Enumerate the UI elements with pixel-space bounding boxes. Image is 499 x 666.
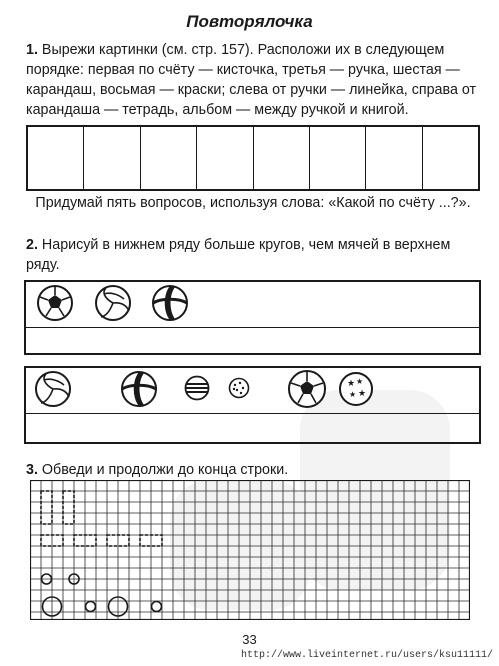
ball-box-1 [24, 280, 481, 355]
star-ball-icon [338, 371, 374, 407]
task1-text [26, 40, 478, 120]
task3-body: Обведи и продолжи до конца строки. [41, 462, 289, 478]
beach-ball-icon [120, 370, 158, 408]
task2-number: 2. [26, 237, 38, 253]
striped-ball-icon [184, 375, 210, 401]
task2-body: Нарисуй в нижнем ряду больше кругов, чем мячей в верхнем ряду. [26, 237, 451, 273]
task3-text [26, 460, 478, 480]
dotted-ball-icon [228, 377, 250, 399]
task1-number: 1. [26, 42, 38, 58]
ball-box-2 [24, 366, 481, 444]
soccer-ball-icon [287, 369, 327, 409]
cut-out-cell[interactable] [423, 127, 478, 189]
dashed-rectangle [63, 491, 74, 524]
cut-out-cell[interactable] [141, 127, 197, 189]
page-title: Повторялочка [186, 12, 313, 31]
svg-text:★: ★ [349, 390, 357, 399]
cut-out-cell[interactable] [84, 127, 140, 189]
cut-out-cell[interactable] [310, 127, 366, 189]
task3-number: 3. [26, 462, 38, 478]
dashed-rectangle [41, 491, 52, 524]
volleyball-icon [94, 284, 132, 322]
cut-out-cells-row[interactable] [26, 125, 480, 191]
page-number: 33 [242, 632, 257, 647]
watermark-url: http://www.liveinternet.ru/users/ksu11111/ [240, 650, 493, 661]
balls-row [26, 368, 479, 414]
tracing-circle [152, 602, 162, 612]
soccer-ball-icon [36, 284, 74, 322]
task1-question: Придумай пять вопросов, используя слова: «Какой по счёту ...?». [35, 195, 471, 211]
tracing-circle [86, 602, 96, 612]
volleyball-icon [34, 370, 72, 408]
svg-text:★: ★ [356, 377, 364, 386]
beach-ball-icon [151, 284, 189, 322]
cut-out-cell[interactable] [197, 127, 253, 189]
cut-out-cell[interactable] [28, 127, 84, 189]
cut-out-cell[interactable] [254, 127, 310, 189]
tracing-grid[interactable] [30, 480, 470, 620]
cut-out-cell[interactable] [366, 127, 422, 189]
svg-text:★: ★ [347, 379, 356, 389]
task1-body: Вырежи картинки (см. стр. 157). Расположи их в следующем порядке: первая по счёту — кисточка, третья — ручка, шестая — карандаш, восьмая — краски; слева от ручки — линейка, справа от карандаша — тетрадь, альбом — между ручкой и книгой. [26, 42, 477, 118]
task2-text [26, 235, 478, 275]
svg-text:★: ★ [358, 389, 367, 399]
